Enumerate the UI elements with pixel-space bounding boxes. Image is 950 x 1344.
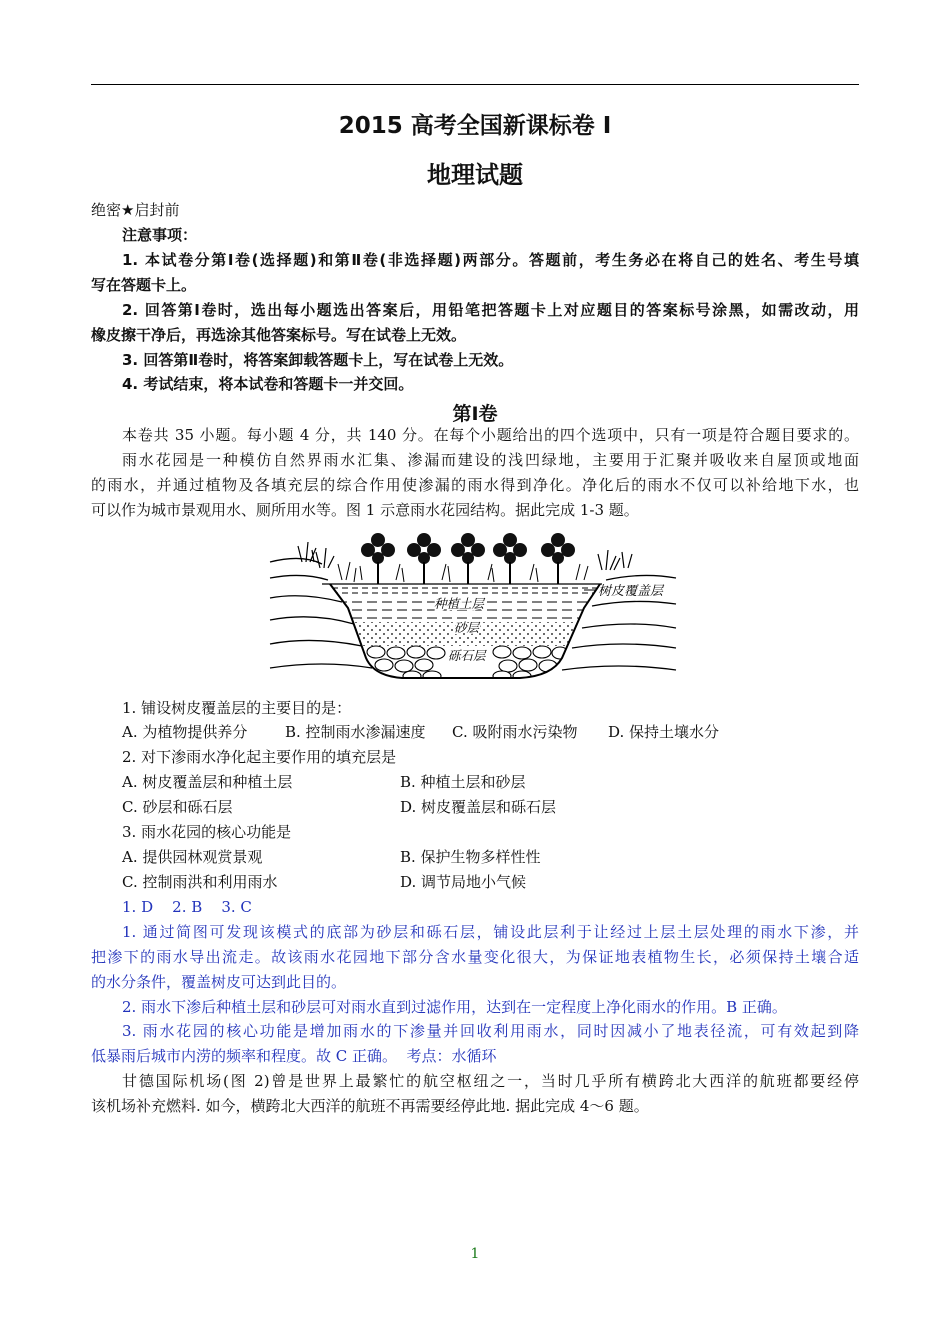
rain-garden-figure [262, 528, 682, 692]
page-title: 2015 高考全国新课标卷 I [338, 113, 612, 139]
note-line: 写在答题卡上。 [91, 276, 197, 294]
explanation-line: 的水分条件，覆盖树皮可达到此目的。 [91, 973, 347, 991]
explanation-line: 3. 雨水花园的核心功能是增加雨水的下渗量并回收利用雨水，同时因减小了地表径流，可有效起到降 [122, 1022, 859, 1040]
option-d: D. 树皮覆盖层和砾石层 [400, 798, 557, 816]
explanation-line: 低暴雨后城市内涝的频率和程度。故 C 正确。 考点：水循环 [91, 1047, 497, 1065]
answer-key: 1. D 2. B 3. C [122, 898, 252, 916]
option-b: B. 控制雨水渗漏速度 [285, 723, 426, 741]
option-a: A. 提供园林观赏景观 [122, 848, 263, 866]
note-line: 4. 考试结束，将本试卷和答题卡一并交回。 [122, 375, 414, 393]
passage-line: 的雨水，并通过植物及各填充层的综合作用使渗漏的雨水得到净化。净化后的雨水不仅可以补给地下水，也 [91, 476, 859, 494]
option-b: B. 保护生物多样性性 [400, 848, 541, 866]
explanation-line: 2. 雨水下渗后种植土层和砂层可对雨水直到过滤作用，达到在一定程度上净化雨水的作用。B 正确。 [122, 998, 787, 1016]
option-d: D. 调节局地小气候 [400, 873, 527, 891]
section-intro: 本卷共 35 小题。每小题 4 分，共 140 分。在每个小题给出的四个选项中，只有一项是符合题目要求的。 [122, 426, 859, 444]
top-rule [91, 84, 859, 85]
note-line: 1. 本试卷分第Ⅰ卷(选择题)和第Ⅱ卷(非选择题)两部分。答题前，考生务必在将自己的姓名、考生号填 [122, 251, 859, 269]
note-line: 橡皮擦干净后，再选涂其他答案标号。写在试卷上无效。 [91, 326, 467, 344]
page-subtitle: 地理试题 [427, 161, 523, 189]
passage-line: 甘德国际机场(图 2)曾是世界上最繁忙的航空枢纽之一，当时几乎所有横跨北大西洋的航班都要经停 [122, 1072, 859, 1090]
option-c: C. 控制雨洪和利用雨水 [122, 873, 278, 891]
secret-label: 绝密★启封前 [91, 201, 180, 219]
plant-icon [338, 533, 588, 584]
page-number: 1 [470, 1246, 480, 1262]
note-line: 3. 回答第Ⅱ卷时，将答案卸载答题卡上，写在试卷上无效。 [122, 351, 514, 369]
option-a: A. 树皮覆盖层和种植土层 [122, 773, 293, 791]
passage-line: 雨水花园是一种模仿自然界雨水汇集、渗漏而建设的浅凹绿地，主要用于汇聚并吸收来自屋顶或地面 [122, 451, 859, 469]
option-b: B. 种植土层和砂层 [400, 773, 526, 791]
question-stem: 2. 对下渗雨水净化起主要作用的填充层是 [122, 748, 397, 766]
question-stem: 3. 雨水花园的核心功能是 [122, 823, 292, 841]
option-c: C. 吸附雨水污染物 [452, 723, 578, 741]
label-bark: 树皮覆盖层 [598, 584, 664, 599]
explanation-line: 把渗下的雨水导出流走。故该雨水花园地下部分含水量变化很大，为保证地表植物生长，必须保持土壤合适 [91, 948, 859, 966]
label-gravel: 砾石层 [448, 648, 486, 663]
passage-line: 该机场补充燃料. 如今，横跨北大西洋的航班不再需要经停此地. 据此完成 4～6 题。 [91, 1097, 649, 1115]
option-c: C. 砂层和砾石层 [122, 798, 233, 816]
passage-line: 可以作为城市景观用水、厕所用水等。图 1 示意雨水花园结构。据此完成 1-3 题。 [91, 501, 639, 519]
option-d: D. 保持土壤水分 [608, 723, 720, 741]
explanation-line: 1. 通过简图可发现该模式的底部为砂层和砾石层，铺设此层利于让经过上层土层处理的雨水下渗，并 [122, 923, 859, 941]
notes-heading: 注意事项： [122, 226, 198, 244]
label-sand: 砂层 [454, 620, 480, 635]
label-soil: 种植土层 [434, 596, 485, 611]
note-line: 2. 回答第Ⅰ卷时，选出每小题选出答案后，用铅笔把答题卡上对应题目的答案标号涂黑，如需改动，用 [122, 301, 859, 319]
option-a: A. 为植物提供养分 [122, 723, 248, 741]
question-stem: 1. 铺设树皮覆盖层的主要目的是： [122, 699, 352, 717]
section-title: 第Ⅰ卷 [452, 403, 498, 425]
ground-lines-left [270, 558, 372, 668]
